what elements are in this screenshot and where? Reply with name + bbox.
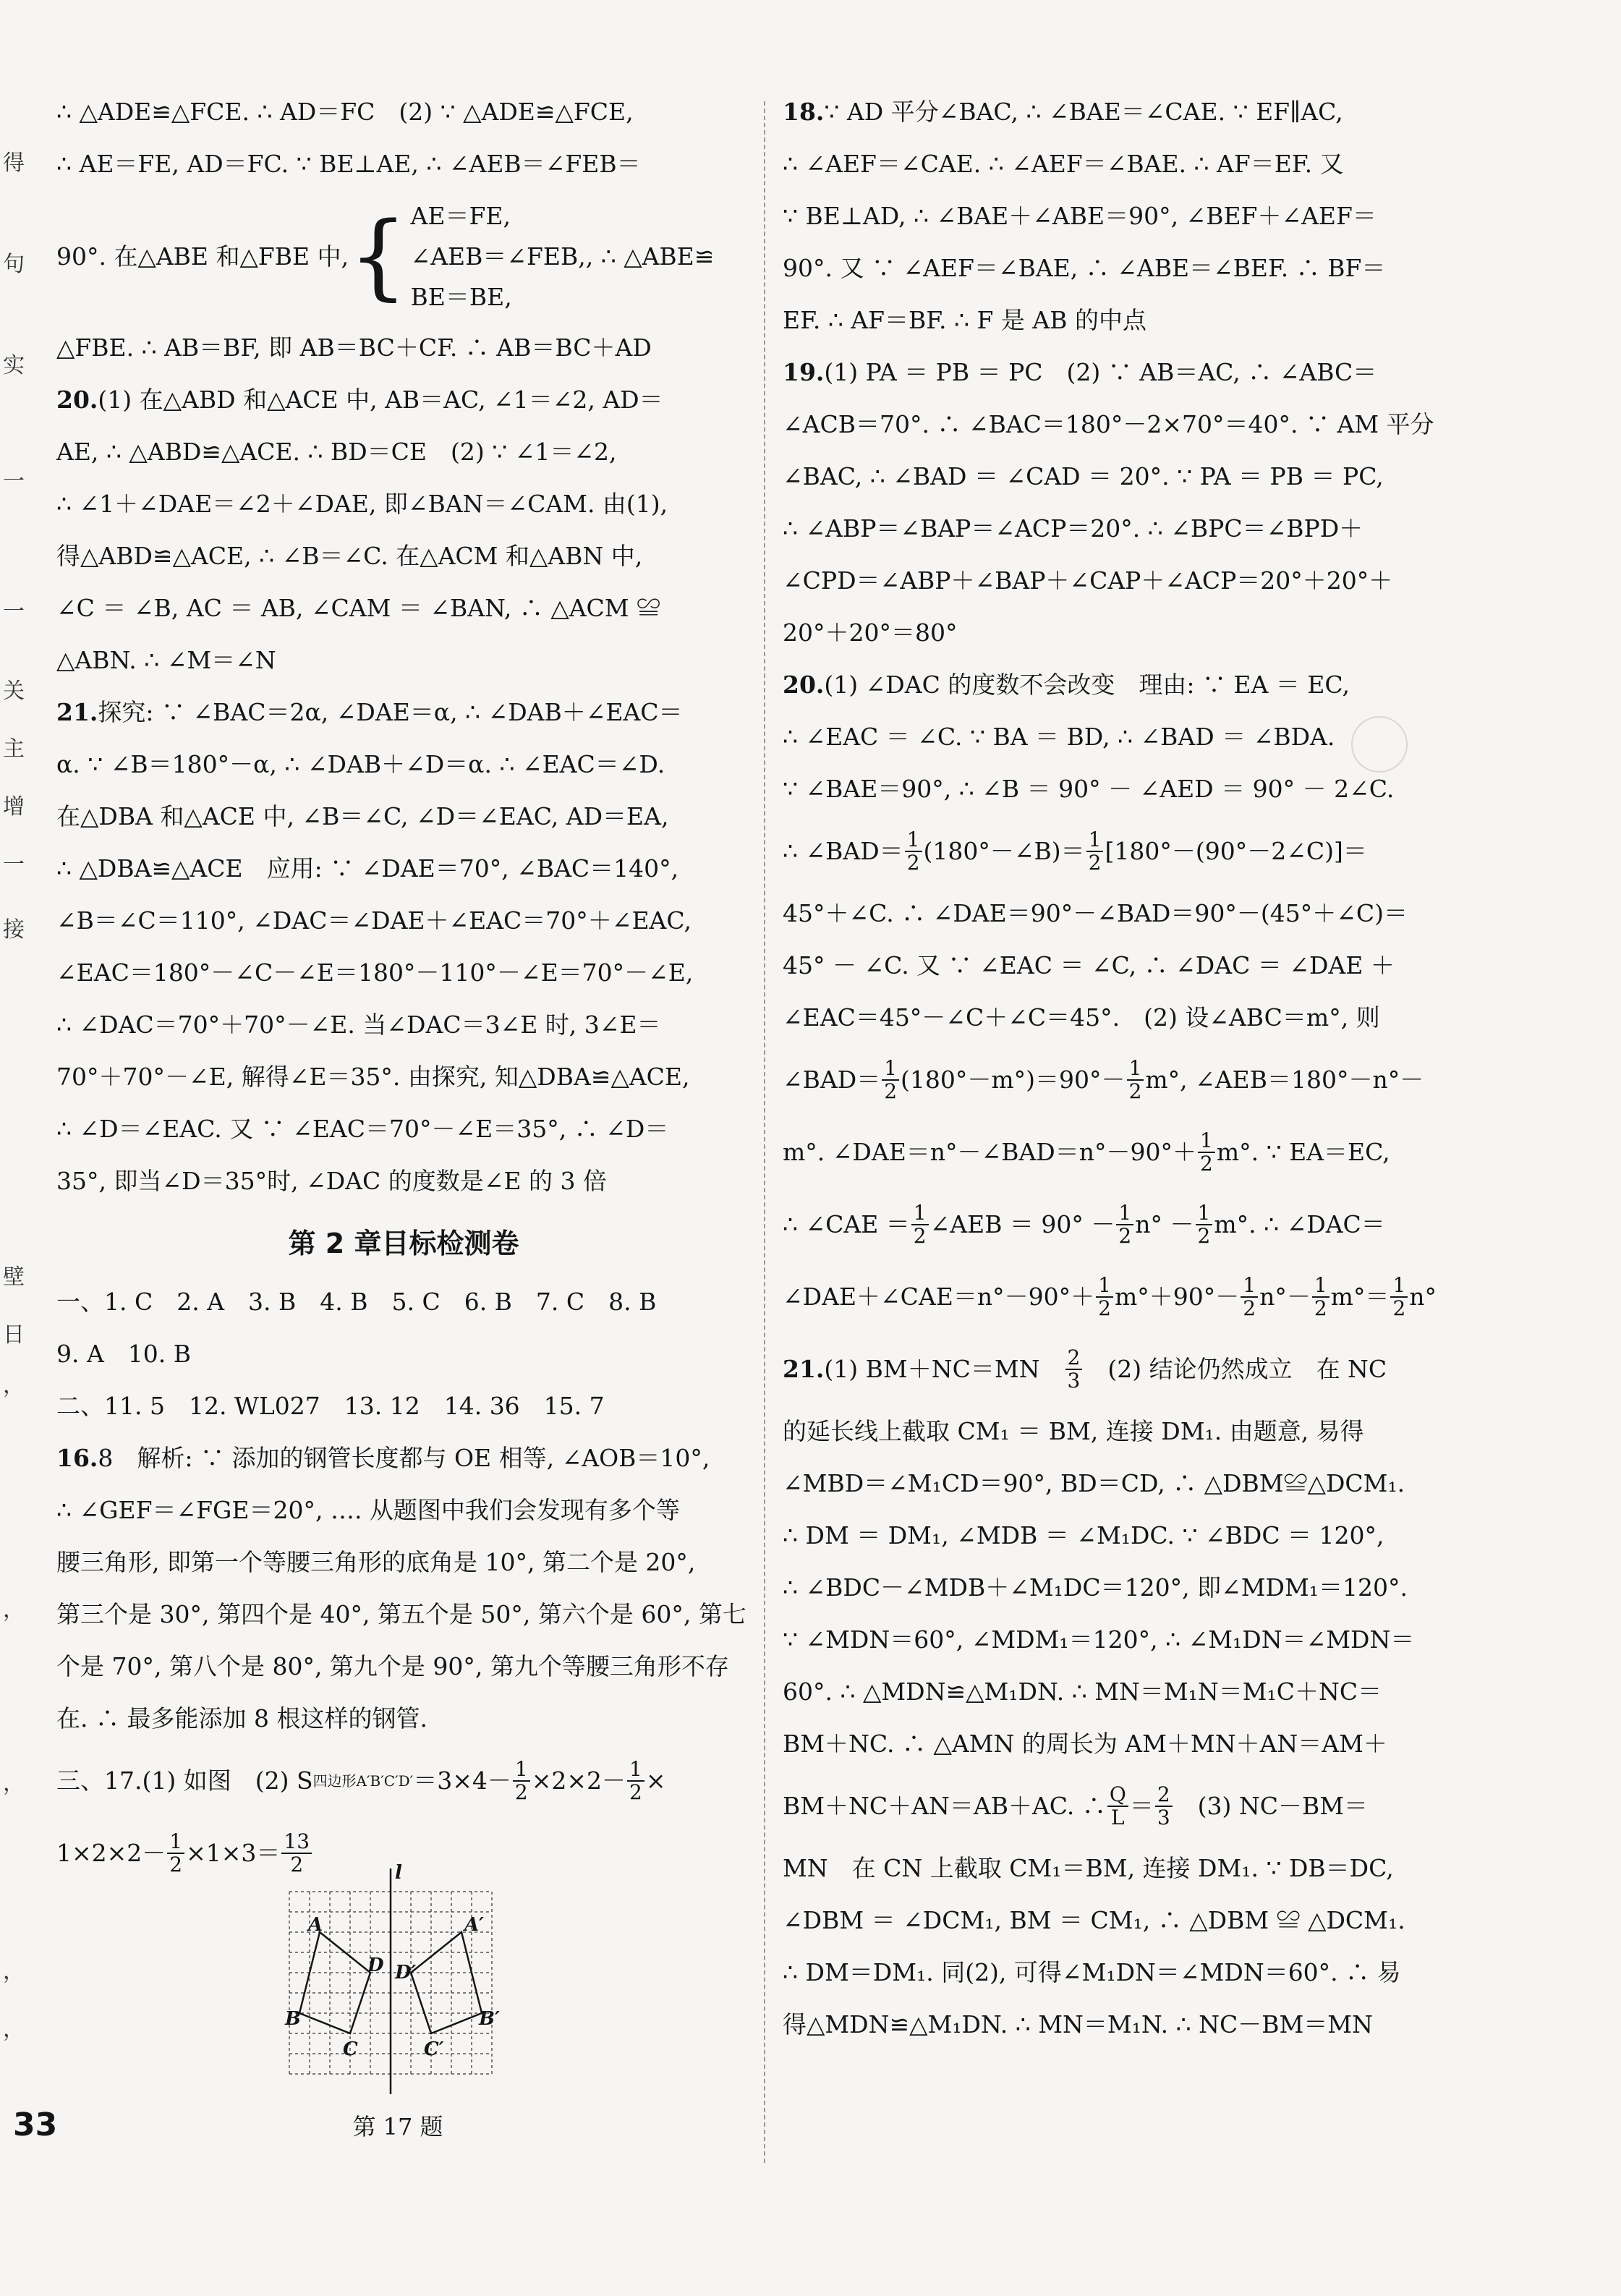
text-line: ∠BAC, ∴ ∠BAD ＝ ∠CAD ＝ 20°. ∵ PA ＝ PB ＝ PC,	[783, 462, 1384, 490]
margin-fragment: 一	[3, 852, 25, 877]
text-line: ∠CPD＝∠ABP＋∠BAP＋∠CAP＋∠ACP＝20°＋20°＋	[783, 566, 1393, 595]
text-line: ∠C ＝ ∠B, AC ＝ AB, ∠CAM ＝ ∠BAN, ∴ △ACM ≌	[56, 594, 661, 622]
system-line: AE＝FE,	[410, 202, 511, 230]
text-line: 1×2×2－ $\frac{1}{2}$ ×1×3＝ $\frac{13}{2}$	[56, 1831, 751, 1876]
margin-fragment: 一	[3, 599, 25, 624]
label-c: C	[343, 2038, 358, 2060]
fraction: $\frac{1}{2}$	[1116, 1202, 1133, 1247]
fraction: $\frac{1}{2}$	[627, 1759, 644, 1803]
text-line: ∴ AE＝FE, AD＝FC. ∵ BE⊥AE, ∴ ∠AEB＝∠FEB＝	[56, 150, 641, 178]
text-line: 个是 70°, 第八个是 80°, 第九个是 90°, 第九个等腰三角形不存	[56, 1652, 729, 1680]
question-number: 20.	[56, 386, 98, 414]
text-line: ∴ △DBA≌△ACE 应用: ∵ ∠DAE＝70°, ∠BAC＝140°,	[56, 854, 679, 883]
column-divider	[764, 101, 767, 2163]
quadrilateral-a2b2c2d2	[411, 1932, 482, 2033]
text-line: 一、1. C 2. A 3. B 4. B 5. C 6. B 7. C 8. B	[56, 1288, 657, 1316]
text-line: ∠B＝∠C＝110°, ∠DAC＝∠DAE＋∠EAC＝70°＋∠EAC,	[56, 906, 692, 935]
text-line: 二、11. 5 12. WL027 13. 12 14. 36 15. 7	[56, 1392, 605, 1420]
text-line: ∠BAD＝ $\frac{1}{2}$ (180°－m°)＝90°－ $\frac{1}{2}$ m°, ∠AEB＝180°－n°－	[783, 1056, 1424, 1103]
text-line: △ABN. ∴ ∠M＝∠N	[56, 646, 276, 674]
text-line: BM＋NC＋AN＝AB＋AC. ∴ $\frac{Q}{L}$ ＝ $\frac{2}{3}$ (3) NC－BM＝	[783, 1782, 1369, 1829]
text-line: 21. 探究: ∵ ∠BAC＝2α, ∠DAE＝α, ∴ ∠DAB＋∠EAC＝	[56, 698, 683, 726]
text-line: ∵ ∠MDN＝60°, ∠MDM₁＝120°, ∴ ∠M₁DN＝∠MDN＝	[783, 1625, 1415, 1654]
text-line: 90°. 又 ∵ ∠AEF＝∠BAE, ∴ ∠ABE＝∠BEF. ∴ BF＝	[783, 254, 1386, 282]
text-line: ∠EAC＝180°－∠C－∠E＝180°－110°－∠E＝70°－∠E,	[56, 958, 694, 987]
fraction: $\frac{1}{2}$	[1198, 1130, 1215, 1175]
fraction: $\frac{1}{2}$	[1127, 1058, 1144, 1102]
margin-fragment: 壁	[3, 1264, 25, 1290]
label-l: l	[395, 1863, 402, 1884]
text-line: 45° － ∠C. 又 ∵ ∠EAC ＝ ∠C, ∴ ∠DAC ＝ ∠DAE ＋	[783, 951, 1395, 979]
fraction: $\frac{1}{2}$	[513, 1759, 530, 1803]
margin-fragment: 关	[3, 679, 25, 704]
margin-fragment: 主	[3, 736, 25, 762]
text-line: 腰三角形, 即第一个等腰三角形的底角是 10°, 第二个是 20°,	[56, 1548, 696, 1576]
margin-fragment: 实	[3, 353, 25, 378]
text-line: 60°. ∴ △MDN≌△M₁DN. ∴ MN＝M₁N＝M₁C＋NC＝	[783, 1678, 1382, 1706]
text-line: MN 在 CN 上截取 CM₁＝BM, 连接 DM₁. ∵ DB＝DC,	[783, 1854, 1394, 1882]
label-b2: B′	[479, 2008, 500, 2030]
margin-fragment: 接	[3, 917, 25, 943]
question-number: 19.	[783, 358, 825, 386]
text-line: 45°＋∠C. ∴ ∠DAE＝90°－∠BAD＝90°－(45°＋∠C)＝	[783, 899, 1408, 927]
fraction: $\frac{1}{2}$	[1096, 1275, 1113, 1319]
text-line: 在. ∴ 最多能添加 8 根这样的钢管.	[56, 1704, 427, 1732]
text-line: ∴ ∠GEF＝∠FGE＝20°, …. 从题图中我们会发现有多个等	[56, 1496, 680, 1524]
text-line: 20°＋20°＝80°	[783, 618, 958, 647]
fraction: $\frac{1}{2}$	[1086, 829, 1104, 874]
equation-system: { AE＝FE, ∠AEB＝∠FEB, BE＝BE,	[349, 202, 586, 311]
text-line: m°. ∠DAE＝n°－∠BAD＝n°－90°＋ $\frac{1}{2}$ m°. ∵ EA＝EC,	[783, 1128, 1390, 1175]
text-line: ∵ ∠BAE＝90°, ∴ ∠B ＝ 90° － ∠AED ＝ 90° － 2∠C.	[783, 775, 1395, 803]
text-line: ∴ ∠BDC－∠MDB＋∠M₁DC＝120°, 即∠MDM₁＝120°.	[783, 1573, 1408, 1602]
fraction: $\frac{1}{2}$	[1241, 1275, 1258, 1319]
text-line: ∵ BE⊥AD, ∴ ∠BAE＋∠ABE＝90°, ∠BEF＋∠AEF＝	[783, 202, 1377, 230]
margin-fragment: ，	[3, 1771, 25, 1796]
text-line: ∴ DM ＝ DM₁, ∠MDB ＝ ∠M₁DC. ∵ ∠BDC ＝ 120°,	[783, 1521, 1384, 1549]
text-line: EF. ∴ AF＝BF. ∴ F 是 AB 的中点	[783, 306, 1146, 334]
label-a: A	[308, 1914, 323, 1936]
text-line: 20. (1) ∠DAC 的度数不会改变 理由: ∵ EA ＝ EC,	[783, 671, 1350, 699]
system-line: BE＝BE,	[410, 283, 512, 311]
right-column	[783, 100, 1571, 2065]
text-line: ∠DAE＋∠CAE＝n°－90°＋ $\frac{1}{2}$ m°＋90°－ $\frac{1}{2}$ n°－ $\frac{1}{2}$ m°＝ $\frac{1}{2}$ n°	[783, 1273, 1437, 1320]
label-a2: A′	[464, 1914, 485, 1936]
text-line: ∠DBM ＝ ∠DCM₁, BM ＝ CM₁, ∴ △DBM ≌ △DCM₁.	[783, 1906, 1405, 1934]
fraction: $\frac{Q}{L}$	[1107, 1784, 1128, 1829]
label-b: B	[285, 2008, 301, 2030]
margin-fragment: 日	[3, 1322, 25, 1348]
margin-fragment: ，	[3, 1597, 25, 1623]
text-line: 三、17. (1) 如图 (2) S 四边形A′B′C′D′ ＝3×4－ $\frac{1}{2}$ ×2×2－ $\frac{1}{2}$ ×	[56, 1757, 666, 1804]
text-line: ∠ACB＝70°. ∴ ∠BAC＝180°－2×70°＝40°. ∵ AM 平分	[783, 410, 1434, 438]
margin-fragment: 句	[3, 252, 25, 277]
quadrilateral-abcd	[299, 1932, 370, 2033]
grid-figure	[282, 1863, 514, 2101]
text-line: ∴ ∠EAC ＝ ∠C. ∵ BA ＝ BD, ∴ ∠BAD ＝ ∠BDA.	[783, 723, 1335, 751]
fraction: $\frac{1}{2}$	[911, 1202, 929, 1247]
text-line: ∴ ∠BAD＝ $\frac{1}{2}$ (180°－∠B)＝ $\frac{1}{2}$ [180°－(90°－2∠C)]＝	[783, 828, 1367, 875]
margin-fragment: 增	[3, 794, 25, 820]
system-line: ∠AEB＝∠FEB,	[410, 242, 586, 271]
fraction: $\frac{1}{2}$	[1312, 1275, 1329, 1319]
text-line: ∴ ∠DAC＝70°＋70°－∠E. 当∠DAC＝3∠E 时, 3∠E＝	[56, 1011, 661, 1039]
question-number: 16.	[56, 1444, 98, 1472]
left-column	[56, 100, 751, 1903]
text-line: AE, ∴ △ABD≌△ACE. ∴ BD＝CE (2) ∵ ∠1＝∠2,	[56, 438, 617, 466]
fraction: $\frac{1}{2}$	[1390, 1275, 1408, 1319]
margin-fragment: ，	[3, 1373, 25, 1398]
text-line: 35°, 即当∠D＝35°时, ∠DAC 的度数是∠E 的 3 倍	[56, 1167, 607, 1195]
text-line: 19. (1) PA ＝ PB ＝ PC (2) ∵ AB＝AC, ∴ ∠ABC＝	[783, 358, 1377, 386]
text-line: 得△MDN≌△M₁DN. ∴ MN＝M₁N. ∴ NC－BM＝MN	[783, 2010, 1373, 2038]
margin-fragment: 得	[3, 150, 25, 176]
text-line: 70°＋70°－∠E, 解得∠E＝35°. 由探究, 知△DBA≌△ACE,	[56, 1063, 690, 1091]
figure-caption: 第 17 题	[352, 2113, 443, 2140]
text-line: ∴ △ADE≌△FCE. ∴ AD＝FC (2) ∵ △ADE≌△FCE,	[56, 98, 634, 126]
text-line: 第三个是 30°, 第四个是 40°, 第五个是 50°, 第六个是 60°, 第七	[56, 1600, 746, 1628]
question-number: 21.	[783, 1355, 825, 1383]
text-line: ∴ ∠1＋∠DAE＝∠2＋∠DAE, 即∠BAN＝∠CAM. 由(1),	[56, 490, 668, 518]
text-line: 90°. 在△ABE 和△FBE 中, { AE＝FE, ∠AEB＝∠FEB, BE＝BE, , ∴ △ABE≌	[56, 202, 715, 311]
question-number: 21.	[56, 698, 98, 726]
fraction: $\frac{1}{2}$	[882, 1058, 899, 1102]
label-d2: D′	[395, 1962, 417, 1984]
label-c2: C′	[424, 2038, 444, 2060]
text-line: ∴ ∠ABP＝∠BAP＝∠ACP＝20°. ∴ ∠BPC＝∠BPD＋	[783, 514, 1363, 543]
margin-fragment: ，	[3, 1959, 25, 1984]
fraction: $\frac{1}{2}$	[1196, 1202, 1213, 1247]
text-line: 得△ABD≌△ACE, ∴ ∠B＝∠C. 在△ACM 和△ABN 中,	[56, 542, 643, 570]
section-heading: 第 2 章目标检测卷	[288, 1228, 519, 1259]
question-number: 20.	[783, 671, 825, 699]
page-number: 33	[13, 2106, 58, 2143]
fraction: $\frac{13}{2}$	[281, 1831, 312, 1876]
text-line: 18. ∵ AD 平分∠BAC, ∴ ∠BAE＝∠CAE. ∵ EF∥AC,	[783, 98, 1343, 126]
text-line: α. ∵ ∠B＝180°－α, ∴ ∠DAB＋∠D＝α. ∴ ∠EAC＝∠D.	[56, 750, 665, 778]
margin-fragment: ，	[3, 2017, 25, 2042]
label-d: D	[367, 1955, 384, 1976]
text-line: ∴ DM＝DM₁. 同(2), 可得∠M₁DN＝∠MDN＝60°. ∴ 易	[783, 1958, 1401, 1986]
text-line: ∠MBD＝∠M₁CD＝90°, BD＝CD, ∴ △DBM≌△DCM₁.	[783, 1469, 1405, 1497]
text-line: 16. 8 解析: ∵ 添加的钢管长度都与 OE 相等, ∠AOB＝10°,	[56, 1444, 710, 1472]
margin-fragment: 一	[3, 469, 25, 494]
text-line: ∴ ∠CAE ＝ $\frac{1}{2}$ ∠AEB ＝ 90° － $\frac{1}{2}$ n° － $\frac{1}{2}$ m°. ∴ ∠DAC＝	[783, 1201, 1385, 1248]
text-line: 9. A 10. B	[56, 1340, 192, 1368]
text-line: ∴ ∠D＝∠EAC. 又 ∵ ∠EAC＝70°－∠E＝35°, ∴ ∠D＝	[56, 1115, 669, 1143]
text-line: △FBE. ∴ AB＝BF, 即 AB＝BC＋CF. ∴ AB＝BC＋AD	[56, 333, 652, 362]
text-line: 21. (1) BM＋NC＝MN $\frac{2}{3}$ (2) 结论仍然成立 在 NC	[783, 1345, 1387, 1393]
text-line: ∴ ∠AEF＝∠CAE. ∴ ∠AEF＝∠BAE. ∴ AF＝EF. 又	[783, 150, 1344, 178]
text-line: BM＋NC. ∴ △AMN 的周长为 AM＋MN＋AN＝AM＋	[783, 1730, 1387, 1758]
text-line: 20. (1) 在△ABD 和△ACE 中, AB＝AC, ∠1＝∠2, AD＝	[56, 386, 663, 414]
text-line: 的延长线上截取 CM₁ ＝ BM, 连接 DM₁. 由题意, 易得	[783, 1417, 1364, 1445]
fraction: $\frac{2}{3}$	[1065, 1347, 1083, 1392]
text-line: 在△DBA 和△ACE 中, ∠B＝∠C, ∠D＝∠EAC, AD＝EA,	[56, 802, 669, 830]
fraction: $\frac{1}{2}$	[905, 829, 922, 874]
text-line: ∠EAC＝45°－∠C＋∠C＝45°. (2) 设∠ABC＝m°, 则	[783, 1003, 1380, 1032]
question-number: 18.	[783, 98, 825, 126]
fraction: $\frac{2}{3}$	[1155, 1784, 1173, 1829]
fraction: $\frac{1}{2}$	[167, 1831, 184, 1876]
figure-17	[282, 1863, 514, 2142]
